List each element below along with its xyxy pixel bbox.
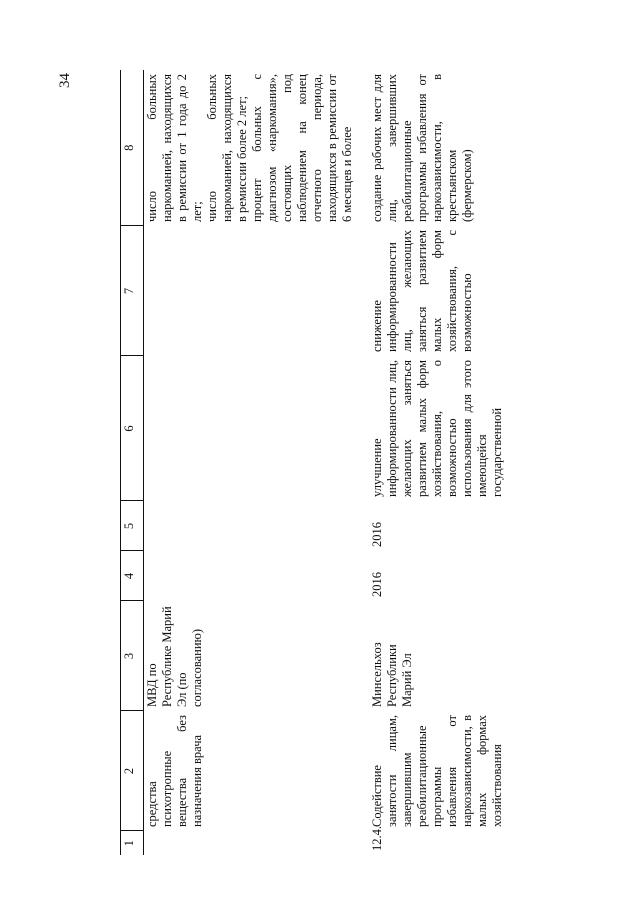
page-number: 34: [57, 73, 73, 88]
header-row: [121, 70, 144, 855]
indicator-line: процент больных с диагнозом «наркомания», состоящих под наблюдением на конец отчетного периода, находящихся в ремиссии от 6 месяцев и более: [250, 74, 354, 222]
table-row: [356, 70, 506, 855]
cell-measure: Содействие занятости лицам, завершившим реабилитационные программы избавления от наркозависимости, в малых формах хозяйствования: [370, 715, 504, 827]
cell-consequences: [144, 226, 357, 356]
cell-end-year: 2016: [370, 522, 384, 547]
cell-indicators: [144, 70, 357, 226]
cell-number: [144, 831, 357, 855]
header-col-4: 4: [121, 551, 144, 601]
cell-start-year: [144, 551, 357, 601]
cell-consequences: снижение информированности лиц, желающих заняться развитием малых форм хозяйствования, с возможностью: [370, 230, 474, 352]
cell-indicators: [356, 70, 506, 226]
header-col-3: 3: [121, 601, 144, 711]
indicator-line: число больных наркоманией, находящихся в ремиссии более 2 лет;: [205, 74, 249, 222]
cell-end-year: [144, 501, 357, 551]
header-col-7: 7: [121, 226, 144, 356]
cell-expected-result: улучшение информированности лиц, желающих заняться развитием малых форм хозяйствования, о возможностью использования для этого имеющейся государственной: [370, 360, 504, 497]
header-col-2: 2: [121, 711, 144, 831]
header-col-8: 8: [121, 70, 144, 226]
cell-expected-result: [144, 356, 357, 501]
cell-measure: средства психотропные вещества без назначения врача: [145, 715, 204, 827]
indicator-line: число больных наркоманией, находящихся в ремиссии от 1 года до 2 лет;: [145, 74, 204, 222]
rotated-table-container: [120, 70, 600, 855]
cell-executor: Минсельхоз Республики Марий Эл: [370, 642, 414, 707]
indicator-line: создание рабочих мест для лиц, завершивших реабилитационные программы избавления от наркозависимости, в крестьянском (фермерском): [370, 74, 474, 222]
header-col-6: 6: [121, 356, 144, 501]
measures-table: [120, 70, 506, 855]
cell-executor: МВД по Республике Марий Эл (по согласованию): [145, 606, 204, 707]
header-col-5: 5: [121, 501, 144, 551]
table-row: [144, 70, 357, 855]
cell-start-year: 2016: [370, 572, 384, 597]
cell-number: 12.4.: [370, 826, 384, 851]
header-col-1: 1: [121, 831, 144, 855]
